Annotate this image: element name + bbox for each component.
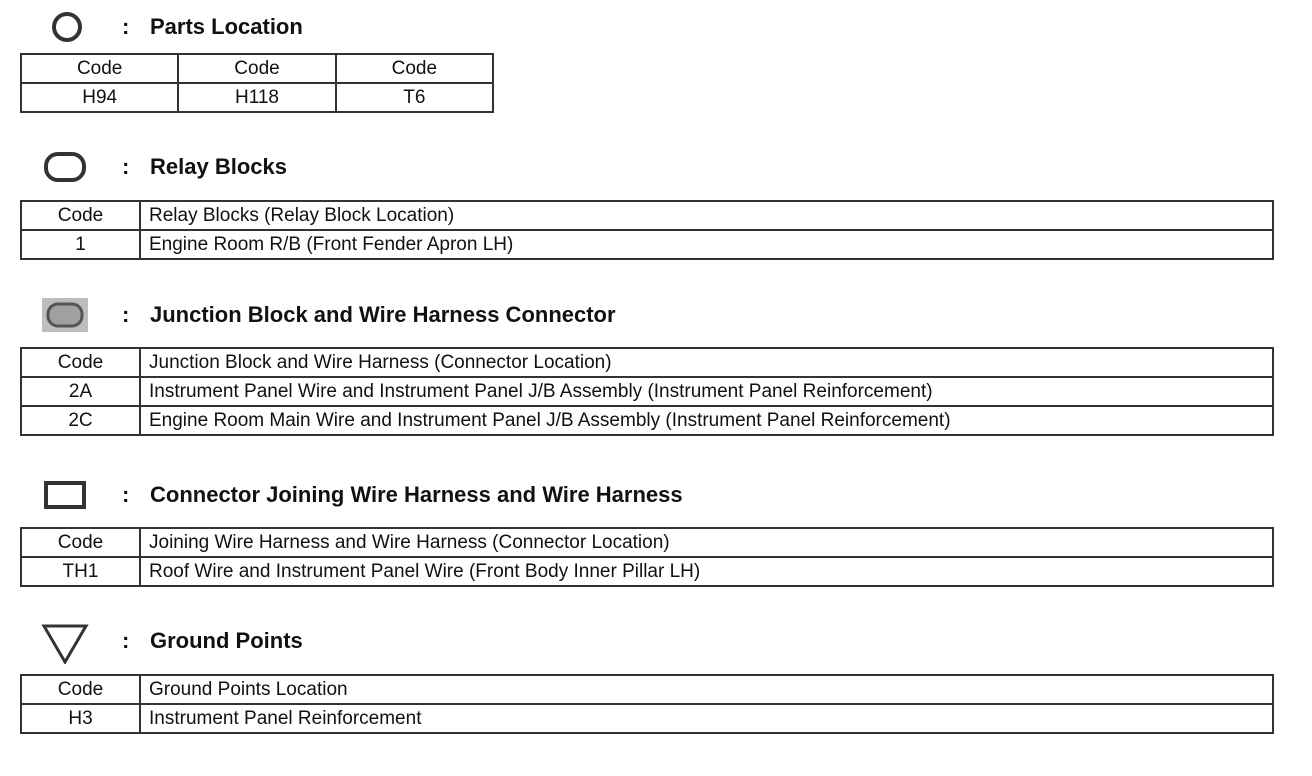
table-row: [21, 704, 1273, 733]
junction-block-table: [20, 347, 1274, 436]
junction-block-heading: [0, 298, 1312, 332]
ground-points-heading: [0, 624, 1312, 658]
table-header-row: [21, 528, 1273, 557]
code-cell: 2A: [21, 377, 140, 406]
connector-joining-table: [20, 527, 1274, 587]
heading-colon: :: [122, 154, 130, 179]
table-row: [21, 83, 493, 112]
description-cell: Instrument Panel Reinforcement: [140, 704, 1273, 733]
section-title: Parts Location: [150, 14, 303, 39]
code-cell: 2C: [21, 406, 140, 435]
parts-location-table: [20, 53, 494, 113]
code-cell: H94: [21, 83, 178, 112]
rounded-rectangle-icon: [40, 150, 90, 184]
description-cell: Instrument Panel Wire and Instrument Panel J/B Assembly (Instrument Panel Reinforcement): [140, 377, 1273, 406]
header-cell: Joining Wire Harness and Wire Harness (Connector Location): [140, 528, 1273, 557]
code-cell: H3: [21, 704, 140, 733]
code-cell: 1: [21, 230, 140, 259]
parts-location-heading: [0, 10, 1312, 44]
section-title: Relay Blocks: [150, 154, 287, 179]
relay-blocks-table: [20, 200, 1274, 260]
shaded-rounded-rectangle-icon: [40, 298, 90, 332]
header-cell: Code: [21, 54, 178, 83]
table-header-row: [21, 201, 1273, 230]
code-cell: T6: [336, 83, 493, 112]
table-row: [21, 557, 1273, 586]
heading-colon: :: [122, 14, 130, 39]
table-row: [21, 377, 1273, 406]
code-cell: H118: [178, 83, 335, 112]
rectangle-icon: [40, 478, 90, 512]
table-row: [21, 406, 1273, 435]
header-cell: Relay Blocks (Relay Block Location): [140, 201, 1273, 230]
heading-colon: :: [122, 628, 130, 653]
heading-colon: :: [122, 482, 130, 507]
table-header-row: [21, 54, 493, 83]
connector-joining-heading: [0, 478, 1312, 512]
header-cell: Junction Block and Wire Harness (Connector Location): [140, 348, 1273, 377]
section-title: Connector Joining Wire Harness and Wire Harness: [150, 482, 683, 507]
header-cell: Code: [178, 54, 335, 83]
section-title: Ground Points: [150, 628, 303, 653]
header-cell: Code: [336, 54, 493, 83]
description-cell: Engine Room R/B (Front Fender Apron LH): [140, 230, 1273, 259]
header-cell: Code: [21, 528, 140, 557]
table-header-row: [21, 675, 1273, 704]
heading-colon: :: [122, 302, 130, 327]
header-cell: Code: [21, 201, 140, 230]
ground-points-table: [20, 674, 1274, 734]
header-cell: Code: [21, 675, 140, 704]
description-cell: Engine Room Main Wire and Instrument Panel J/B Assembly (Instrument Panel Reinforcement): [140, 406, 1273, 435]
header-cell: Code: [21, 348, 140, 377]
code-cell: TH1: [21, 557, 140, 586]
circle-icon: [40, 10, 90, 44]
relay-blocks-heading: [0, 150, 1312, 184]
header-cell: Ground Points Location: [140, 675, 1273, 704]
table-row: [21, 230, 1273, 259]
description-cell: Roof Wire and Instrument Panel Wire (Front Body Inner Pillar LH): [140, 557, 1273, 586]
triangle-icon: [40, 624, 90, 664]
table-header-row: [21, 348, 1273, 377]
section-title: Junction Block and Wire Harness Connector: [150, 302, 616, 327]
